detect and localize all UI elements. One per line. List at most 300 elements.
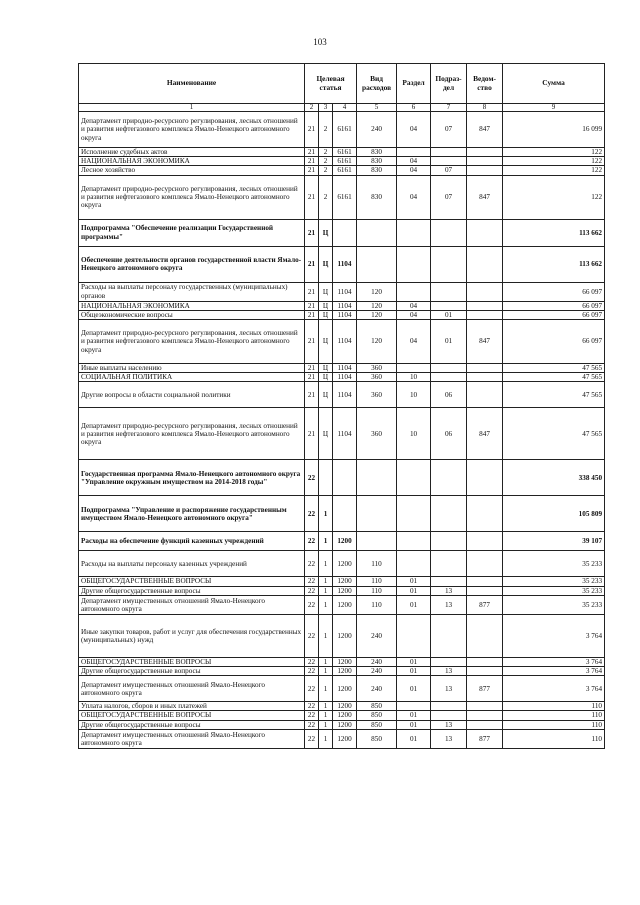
subsection-cell xyxy=(431,219,467,246)
target-code-1-cell: 22 xyxy=(305,532,319,551)
target-code-1-cell: 22 xyxy=(305,702,319,711)
target-code-1-cell: 22 xyxy=(305,667,319,676)
header-target-article: Целевая статья xyxy=(305,64,357,104)
target-code-3-cell: 6161 xyxy=(333,112,357,148)
amount-cell: 47 565 xyxy=(503,382,605,408)
department-cell xyxy=(467,364,503,373)
target-code-2-cell: 2 xyxy=(319,157,333,166)
section-cell: 01 xyxy=(397,595,431,614)
expense-type-cell: 830 xyxy=(357,175,397,219)
row-name-cell: Иные закупки товаров, работ и услуг для обеспечения государственных (муниципальных) нужд xyxy=(79,614,305,657)
target-code-1-cell: 22 xyxy=(305,711,319,720)
target-code-3-cell: 6161 xyxy=(333,148,357,157)
target-code-1-cell: 21 xyxy=(305,364,319,373)
target-code-2-cell: 1 xyxy=(319,702,333,711)
row-name-cell: Уплата налогов, сборов и иных платежей xyxy=(79,702,305,711)
subsection-cell xyxy=(431,282,467,301)
target-code-1-cell: 21 xyxy=(305,148,319,157)
section-cell: 01 xyxy=(397,711,431,720)
target-code-2-cell: 1 xyxy=(319,577,333,586)
expense-type-cell: 850 xyxy=(357,711,397,720)
target-code-2-cell: Ц xyxy=(319,301,333,310)
expense-type-cell: 850 xyxy=(357,702,397,711)
row-name-cell: Департамент имущественных отношений Ямало-Ненецкого автономного округа xyxy=(79,595,305,614)
expense-type-cell xyxy=(357,460,397,496)
column-number: 6 xyxy=(397,104,431,112)
expense-type-cell: 240 xyxy=(357,657,397,666)
expense-type-cell: 240 xyxy=(357,667,397,676)
target-code-3-cell: 1104 xyxy=(333,246,357,282)
row-name-cell: НАЦИОНАЛЬНАЯ ЭКОНОМИКА xyxy=(79,301,305,310)
target-code-3-cell: 1200 xyxy=(333,532,357,551)
expense-type-cell: 120 xyxy=(357,301,397,310)
target-code-1-cell: 22 xyxy=(305,676,319,702)
amount-cell: 47 565 xyxy=(503,408,605,460)
subsection-cell xyxy=(431,532,467,551)
amount-cell: 122 xyxy=(503,157,605,166)
target-code-3-cell: 1104 xyxy=(333,364,357,373)
section-cell xyxy=(397,614,431,657)
target-code-2-cell: 2 xyxy=(319,148,333,157)
table-row xyxy=(79,320,605,364)
table-row xyxy=(79,301,605,310)
subsection-cell xyxy=(431,614,467,657)
table-row xyxy=(79,219,605,246)
table-row xyxy=(79,408,605,460)
section-cell: 01 xyxy=(397,729,431,748)
target-code-2-cell: 1 xyxy=(319,657,333,666)
expense-type-cell: 830 xyxy=(357,148,397,157)
target-code-1-cell: 22 xyxy=(305,729,319,748)
department-cell xyxy=(467,657,503,666)
subsection-cell: 01 xyxy=(431,320,467,364)
target-code-3-cell: 1104 xyxy=(333,320,357,364)
target-code-1-cell: 22 xyxy=(305,614,319,657)
department-cell: 847 xyxy=(467,408,503,460)
target-code-3-cell: 1200 xyxy=(333,711,357,720)
target-code-3-cell: 1200 xyxy=(333,702,357,711)
section-cell xyxy=(397,532,431,551)
target-code-1-cell: 21 xyxy=(305,157,319,166)
target-code-1-cell: 22 xyxy=(305,551,319,577)
amount-cell: 3 764 xyxy=(503,667,605,676)
amount-cell: 110 xyxy=(503,720,605,729)
subsection-cell: 13 xyxy=(431,667,467,676)
department-cell: 877 xyxy=(467,676,503,702)
target-code-2-cell: Ц xyxy=(319,364,333,373)
table-row xyxy=(79,148,605,157)
target-code-2-cell: 1 xyxy=(319,720,333,729)
section-cell: 01 xyxy=(397,657,431,666)
row-name-cell: Департамент имущественных отношений Ямало-Ненецкого автономного округа xyxy=(79,729,305,748)
budget-table xyxy=(78,63,605,749)
amount-cell: 66 097 xyxy=(503,320,605,364)
table-row xyxy=(79,614,605,657)
department-cell xyxy=(467,282,503,301)
subsection-cell xyxy=(431,301,467,310)
target-code-3-cell: 6161 xyxy=(333,166,357,175)
amount-cell: 39 107 xyxy=(503,532,605,551)
target-code-1-cell: 22 xyxy=(305,657,319,666)
target-code-3-cell: 1200 xyxy=(333,720,357,729)
target-code-2-cell: Ц xyxy=(319,408,333,460)
table-row xyxy=(79,702,605,711)
department-cell xyxy=(467,532,503,551)
column-number: 5 xyxy=(357,104,397,112)
amount-cell: 66 097 xyxy=(503,301,605,310)
section-cell xyxy=(397,219,431,246)
target-code-3-cell: 1200 xyxy=(333,595,357,614)
row-name-cell: Департамент природно-ресурсного регулирования, лесных отношений и развития нефтегазового комплекса Ямало-Ненецкого автономного округа xyxy=(79,175,305,219)
target-code-3-cell xyxy=(333,219,357,246)
expense-type-cell: 240 xyxy=(357,614,397,657)
target-code-1-cell: 21 xyxy=(305,246,319,282)
column-number-row xyxy=(79,104,605,112)
row-name-cell: Другие общегосударственные вопросы xyxy=(79,667,305,676)
target-code-2-cell: 1 xyxy=(319,595,333,614)
section-cell: 04 xyxy=(397,112,431,148)
subsection-cell: 06 xyxy=(431,408,467,460)
row-name-cell: Государственная программа Ямало-Ненецкого автономного округа "Управление окружным имуществом на 2014-2018 годы" xyxy=(79,460,305,496)
header-name: Наименование xyxy=(79,64,305,104)
subsection-cell xyxy=(431,711,467,720)
subsection-cell xyxy=(431,157,467,166)
department-cell xyxy=(467,577,503,586)
subsection-cell: 06 xyxy=(431,382,467,408)
target-code-3-cell: 1104 xyxy=(333,373,357,382)
department-cell xyxy=(467,310,503,319)
subsection-cell xyxy=(431,373,467,382)
section-cell: 04 xyxy=(397,166,431,175)
subsection-cell xyxy=(431,657,467,666)
target-code-3-cell: 1104 xyxy=(333,282,357,301)
page-number: 103 xyxy=(313,37,327,47)
expense-type-cell xyxy=(357,496,397,532)
table-row xyxy=(79,532,605,551)
section-cell: 01 xyxy=(397,667,431,676)
section-cell: 04 xyxy=(397,301,431,310)
row-name-cell: Иные выплаты населению xyxy=(79,364,305,373)
table-row xyxy=(79,310,605,319)
target-code-3-cell: 1200 xyxy=(333,657,357,666)
target-code-3-cell: 1200 xyxy=(333,667,357,676)
subsection-cell: 13 xyxy=(431,586,467,595)
table-body xyxy=(79,112,605,749)
row-name-cell: Исполнение судебных актов xyxy=(79,148,305,157)
target-code-1-cell: 21 xyxy=(305,301,319,310)
target-code-1-cell: 21 xyxy=(305,382,319,408)
target-code-3-cell xyxy=(333,496,357,532)
target-code-2-cell: 2 xyxy=(319,175,333,219)
department-cell xyxy=(467,157,503,166)
row-name-cell: НАЦИОНАЛЬНАЯ ЭКОНОМИКА xyxy=(79,157,305,166)
target-code-2-cell: Ц xyxy=(319,320,333,364)
target-code-2-cell: 2 xyxy=(319,112,333,148)
row-name-cell: Расходы на выплаты персоналу казенных учреждений xyxy=(79,551,305,577)
expense-type-cell: 120 xyxy=(357,320,397,364)
expense-type-cell: 110 xyxy=(357,595,397,614)
header-amount: Сумма xyxy=(503,64,605,104)
subsection-cell xyxy=(431,702,467,711)
section-cell xyxy=(397,148,431,157)
column-number: 9 xyxy=(503,104,605,112)
amount-cell: 66 097 xyxy=(503,282,605,301)
department-cell xyxy=(467,460,503,496)
department-cell: 877 xyxy=(467,729,503,748)
row-name-cell: ОБЩЕГОСУДАРСТВЕННЫЕ ВОПРОСЫ xyxy=(79,577,305,586)
subsection-cell xyxy=(431,148,467,157)
table-row xyxy=(79,729,605,748)
target-code-2-cell: Ц xyxy=(319,219,333,246)
section-cell xyxy=(397,551,431,577)
amount-cell: 122 xyxy=(503,166,605,175)
expense-type-cell: 120 xyxy=(357,282,397,301)
target-code-3-cell: 1200 xyxy=(333,577,357,586)
target-code-2-cell xyxy=(319,460,333,496)
row-name-cell: СОЦИАЛЬНАЯ ПОЛИТИКА xyxy=(79,373,305,382)
target-code-3-cell: 1104 xyxy=(333,382,357,408)
target-code-1-cell: 21 xyxy=(305,219,319,246)
section-cell: 10 xyxy=(397,408,431,460)
target-code-1-cell: 22 xyxy=(305,595,319,614)
department-cell: 847 xyxy=(467,175,503,219)
subsection-cell: 07 xyxy=(431,166,467,175)
target-code-1-cell: 21 xyxy=(305,166,319,175)
department-cell xyxy=(467,373,503,382)
table-row xyxy=(79,246,605,282)
row-name-cell: Расходы на выплаты персоналу государственных (муниципальных) органов xyxy=(79,282,305,301)
table-row xyxy=(79,166,605,175)
target-code-3-cell: 6161 xyxy=(333,157,357,166)
row-name-cell: Обеспечение деятельности органов государственной власти Ямало-Ненецкого автономного округа xyxy=(79,246,305,282)
target-code-2-cell: Ц xyxy=(319,282,333,301)
amount-cell: 16 099 xyxy=(503,112,605,148)
row-name-cell: Подпрограмма "Управление и распоряжение государственным имуществом Ямало-Ненецкого автономного округа" xyxy=(79,496,305,532)
amount-cell: 35 233 xyxy=(503,551,605,577)
target-code-3-cell: 1200 xyxy=(333,676,357,702)
table-row xyxy=(79,657,605,666)
table-row xyxy=(79,157,605,166)
target-code-3-cell: 1200 xyxy=(333,551,357,577)
subsection-cell: 07 xyxy=(431,112,467,148)
target-code-1-cell: 21 xyxy=(305,175,319,219)
row-name-cell: ОБЩЕГОСУДАРСТВЕННЫЕ ВОПРОСЫ xyxy=(79,711,305,720)
target-code-1-cell: 21 xyxy=(305,282,319,301)
row-name-cell: Департамент природно-ресурсного регулирования, лесных отношений и развития нефтегазового комплекса Ямало-Ненецкого автономного округа xyxy=(79,320,305,364)
section-cell xyxy=(397,282,431,301)
target-code-1-cell: 22 xyxy=(305,460,319,496)
row-name-cell: Другие общегосударственные вопросы xyxy=(79,720,305,729)
subsection-cell xyxy=(431,364,467,373)
target-code-1-cell: 22 xyxy=(305,586,319,595)
section-cell xyxy=(397,364,431,373)
table-row xyxy=(79,460,605,496)
expense-type-cell: 110 xyxy=(357,551,397,577)
target-code-3-cell xyxy=(333,460,357,496)
header-department: Ведом-ство xyxy=(467,64,503,104)
subsection-cell: 13 xyxy=(431,720,467,729)
department-cell: 847 xyxy=(467,320,503,364)
section-cell: 04 xyxy=(397,175,431,219)
expense-type-cell xyxy=(357,246,397,282)
target-code-3-cell: 6161 xyxy=(333,175,357,219)
amount-cell: 105 809 xyxy=(503,496,605,532)
column-number: 2 xyxy=(305,104,319,112)
section-cell: 01 xyxy=(397,577,431,586)
amount-cell: 3 764 xyxy=(503,676,605,702)
target-code-2-cell: 1 xyxy=(319,667,333,676)
target-code-2-cell: 1 xyxy=(319,729,333,748)
target-code-3-cell: 1200 xyxy=(333,729,357,748)
expense-type-cell xyxy=(357,219,397,246)
target-code-2-cell: 1 xyxy=(319,532,333,551)
section-cell xyxy=(397,460,431,496)
subsection-cell xyxy=(431,246,467,282)
target-code-1-cell: 21 xyxy=(305,112,319,148)
amount-cell: 47 565 xyxy=(503,373,605,382)
amount-cell: 3 764 xyxy=(503,657,605,666)
target-code-2-cell: Ц xyxy=(319,310,333,319)
table-row xyxy=(79,577,605,586)
table-row xyxy=(79,364,605,373)
department-cell xyxy=(467,702,503,711)
row-name-cell: Департамент природно-ресурсного регулирования, лесных отношений и развития нефтегазового комплекса Ямало-Ненецкого автономного округа xyxy=(79,408,305,460)
header-row xyxy=(79,64,605,104)
target-code-3-cell: 1200 xyxy=(333,586,357,595)
target-code-3-cell: 1104 xyxy=(333,408,357,460)
amount-cell: 338 450 xyxy=(503,460,605,496)
table-row xyxy=(79,496,605,532)
amount-cell: 35 233 xyxy=(503,595,605,614)
table-row xyxy=(79,112,605,148)
column-number: 4 xyxy=(333,104,357,112)
expense-type-cell: 830 xyxy=(357,166,397,175)
expense-type-cell: 240 xyxy=(357,676,397,702)
target-code-2-cell: 1 xyxy=(319,551,333,577)
row-name-cell: Лесное хозяйство xyxy=(79,166,305,175)
section-cell: 01 xyxy=(397,720,431,729)
amount-cell: 122 xyxy=(503,148,605,157)
amount-cell: 66 097 xyxy=(503,310,605,319)
department-cell xyxy=(467,667,503,676)
section-cell: 04 xyxy=(397,157,431,166)
target-code-1-cell: 21 xyxy=(305,408,319,460)
table-row xyxy=(79,711,605,720)
department-cell xyxy=(467,496,503,532)
table-row xyxy=(79,586,605,595)
subsection-cell xyxy=(431,496,467,532)
department-cell xyxy=(467,382,503,408)
section-cell: 04 xyxy=(397,310,431,319)
section-cell: 01 xyxy=(397,676,431,702)
section-cell xyxy=(397,702,431,711)
target-code-1-cell: 22 xyxy=(305,496,319,532)
department-cell xyxy=(467,586,503,595)
department-cell xyxy=(467,301,503,310)
row-name-cell: Департамент имущественных отношений Ямало-Ненецкого автономного округа xyxy=(79,676,305,702)
amount-cell: 113 662 xyxy=(503,246,605,282)
subsection-cell: 07 xyxy=(431,175,467,219)
column-number: 3 xyxy=(319,104,333,112)
target-code-3-cell: 1104 xyxy=(333,301,357,310)
header-section: Раздел xyxy=(397,64,431,104)
amount-cell: 47 565 xyxy=(503,364,605,373)
expense-type-cell: 240 xyxy=(357,112,397,148)
column-number: 1 xyxy=(79,104,305,112)
header-subsection: Подраз-дел xyxy=(431,64,467,104)
amount-cell: 35 233 xyxy=(503,577,605,586)
header-expense-type: Вид расходов xyxy=(357,64,397,104)
target-code-2-cell: 1 xyxy=(319,614,333,657)
target-code-3-cell: 1104 xyxy=(333,310,357,319)
target-code-1-cell: 21 xyxy=(305,310,319,319)
target-code-1-cell: 21 xyxy=(305,373,319,382)
amount-cell: 113 662 xyxy=(503,219,605,246)
amount-cell: 110 xyxy=(503,702,605,711)
department-cell xyxy=(467,711,503,720)
subsection-cell: 13 xyxy=(431,729,467,748)
column-number: 7 xyxy=(431,104,467,112)
row-name-cell: Общеэкономические вопросы xyxy=(79,310,305,319)
section-cell xyxy=(397,246,431,282)
table-row xyxy=(79,282,605,301)
target-code-2-cell: Ц xyxy=(319,246,333,282)
subsection-cell: 13 xyxy=(431,595,467,614)
target-code-2-cell: 1 xyxy=(319,676,333,702)
table-row xyxy=(79,551,605,577)
department-cell xyxy=(467,148,503,157)
table-row xyxy=(79,175,605,219)
row-name-cell: Департамент природно-ресурсного регулирования, лесных отношений и развития нефтегазового комплекса Ямало-Ненецкого автономного округа xyxy=(79,112,305,148)
amount-cell: 3 764 xyxy=(503,614,605,657)
target-code-1-cell: 22 xyxy=(305,720,319,729)
expense-type-cell: 110 xyxy=(357,586,397,595)
section-cell: 01 xyxy=(397,586,431,595)
row-name-cell: Другие вопросы в области социальной политики xyxy=(79,382,305,408)
section-cell: 04 xyxy=(397,320,431,364)
expense-type-cell xyxy=(357,532,397,551)
expense-type-cell: 360 xyxy=(357,373,397,382)
amount-cell: 35 233 xyxy=(503,586,605,595)
target-code-2-cell: 2 xyxy=(319,166,333,175)
expense-type-cell: 110 xyxy=(357,577,397,586)
expense-type-cell: 360 xyxy=(357,364,397,373)
expense-type-cell: 830 xyxy=(357,157,397,166)
department-cell xyxy=(467,720,503,729)
table-row xyxy=(79,373,605,382)
subsection-cell: 13 xyxy=(431,676,467,702)
column-number: 8 xyxy=(467,104,503,112)
target-code-2-cell: 1 xyxy=(319,496,333,532)
subsection-cell xyxy=(431,460,467,496)
amount-cell: 110 xyxy=(503,711,605,720)
amount-cell: 122 xyxy=(503,175,605,219)
target-code-2-cell: Ц xyxy=(319,373,333,382)
department-cell xyxy=(467,614,503,657)
expense-type-cell: 360 xyxy=(357,408,397,460)
target-code-2-cell: 1 xyxy=(319,711,333,720)
target-code-3-cell: 1200 xyxy=(333,614,357,657)
target-code-1-cell: 21 xyxy=(305,320,319,364)
subsection-cell: 01 xyxy=(431,310,467,319)
table-row xyxy=(79,595,605,614)
row-name-cell: Другие общегосударственные вопросы xyxy=(79,586,305,595)
expense-type-cell: 850 xyxy=(357,729,397,748)
table-row xyxy=(79,667,605,676)
department-cell: 847 xyxy=(467,112,503,148)
department-cell: 877 xyxy=(467,595,503,614)
section-cell xyxy=(397,496,431,532)
